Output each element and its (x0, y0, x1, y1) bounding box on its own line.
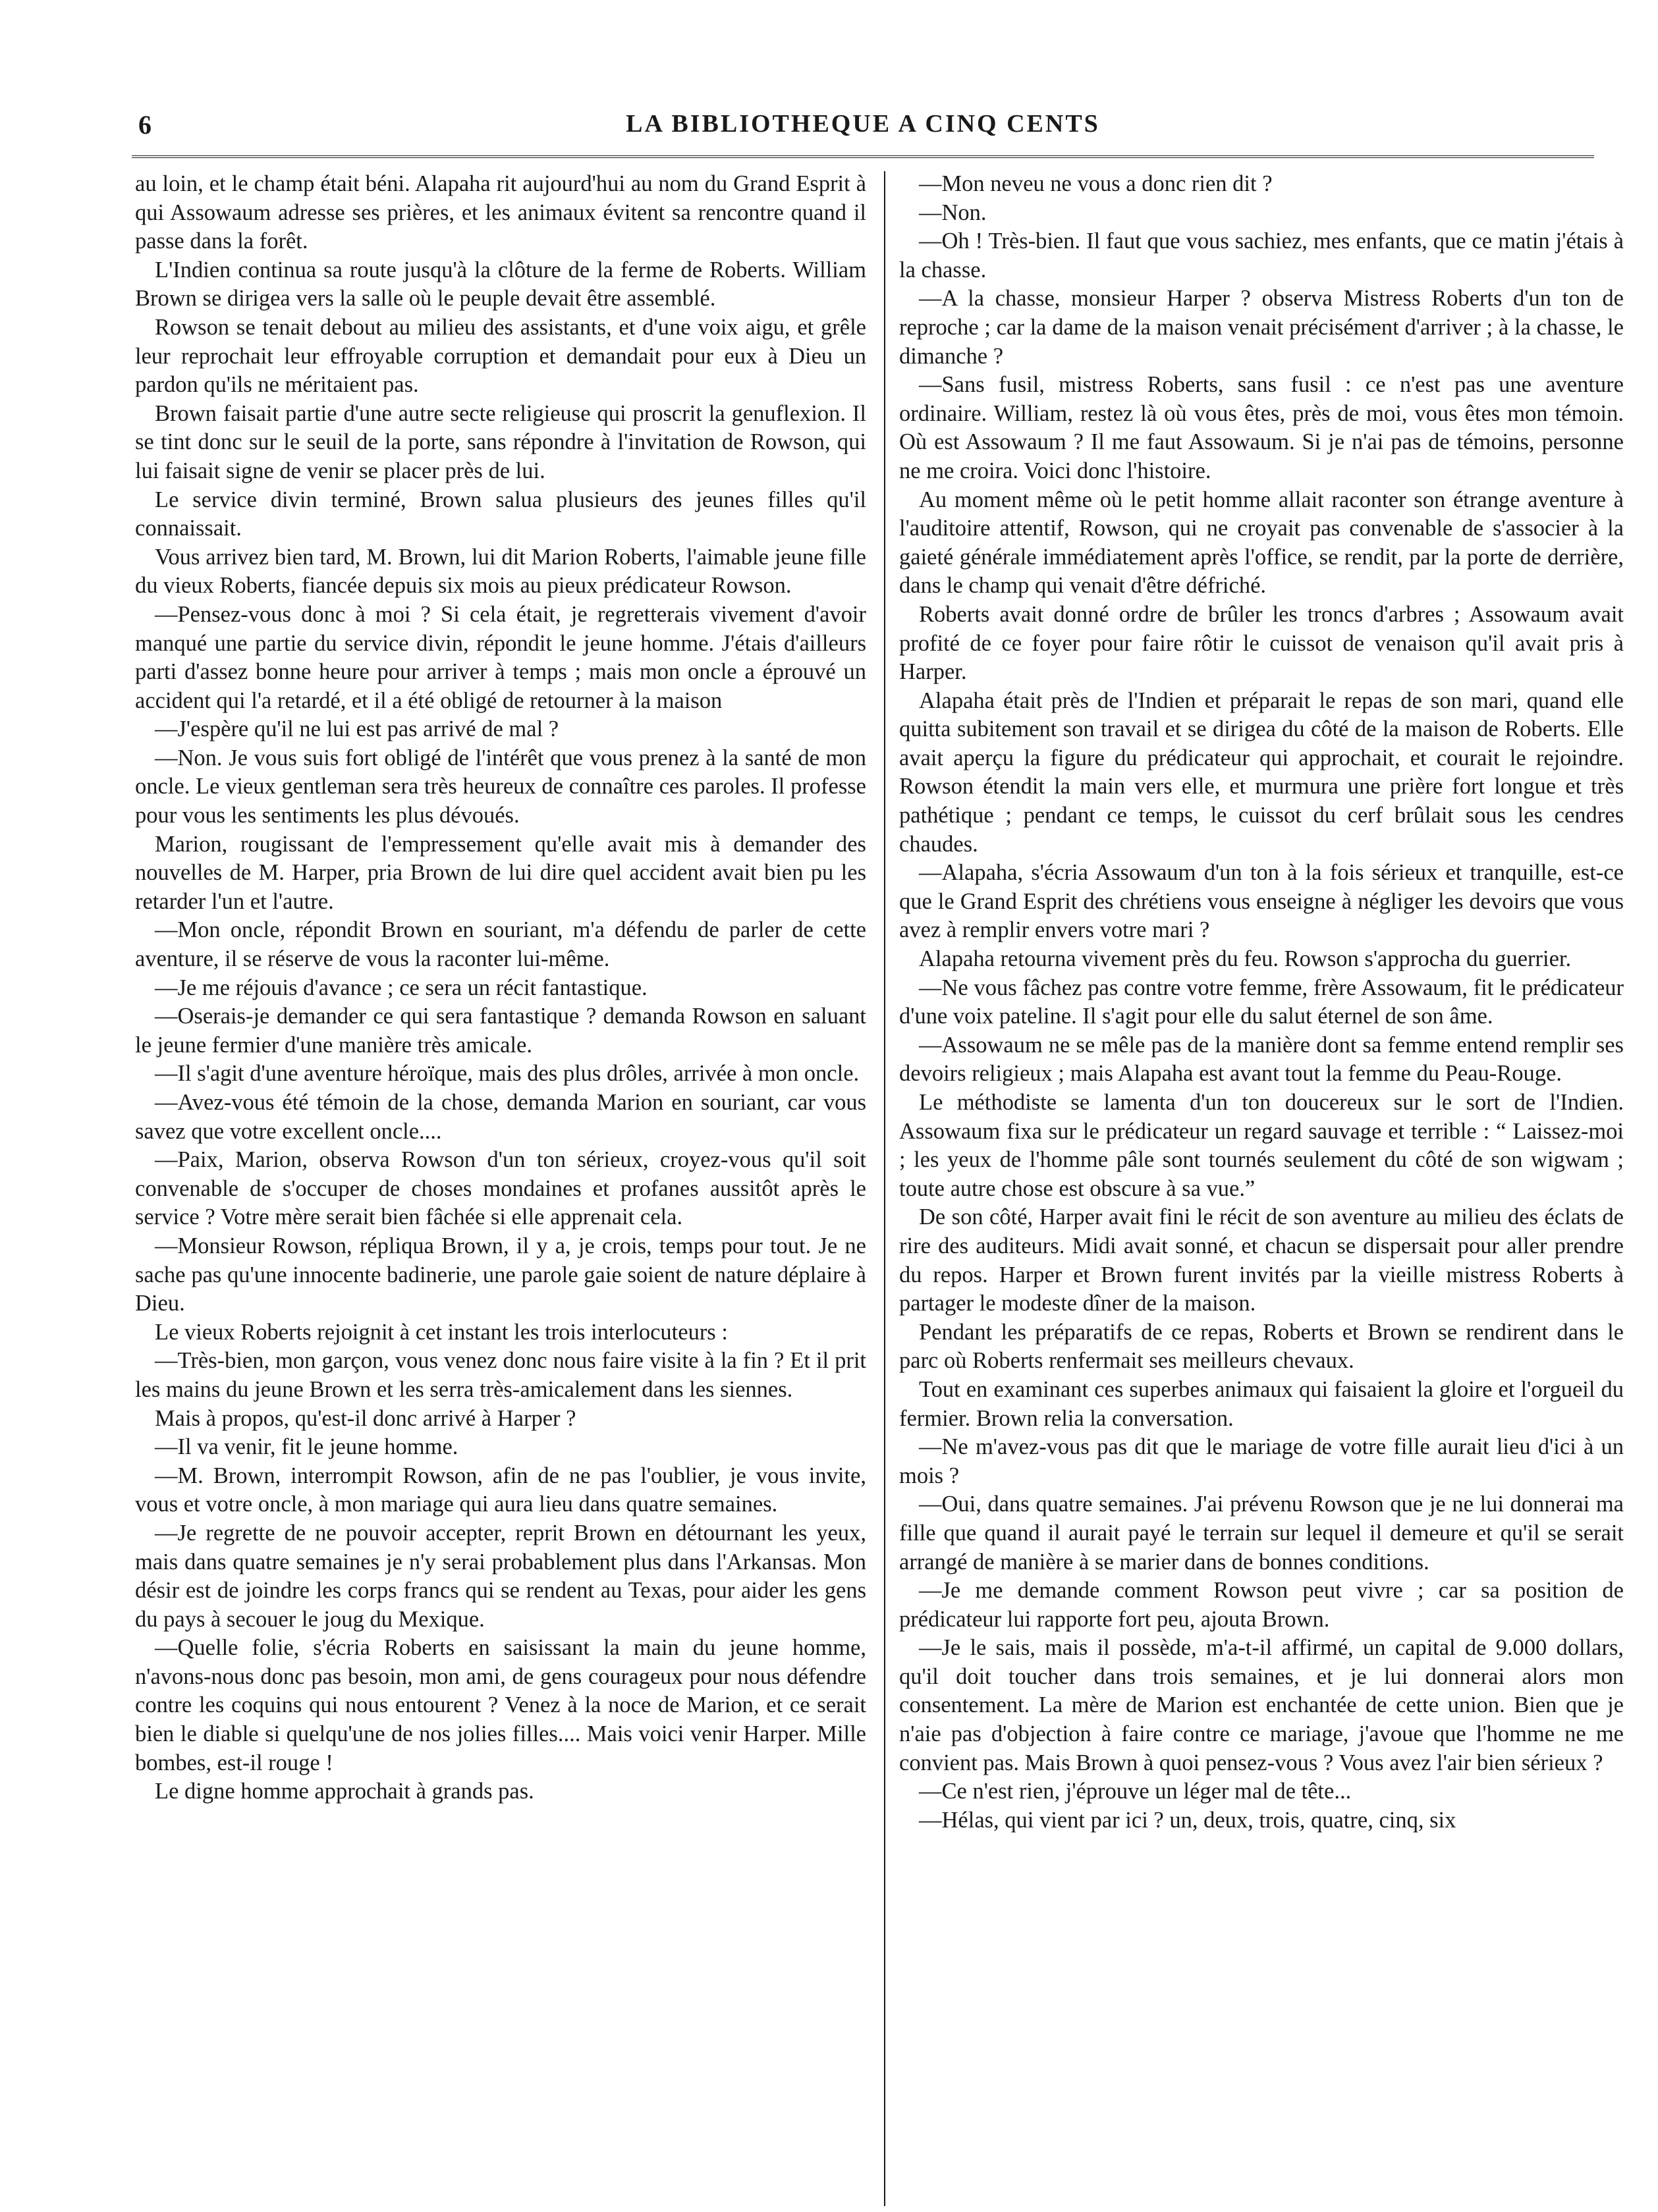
paragraph: De son côté, Harper avait fini le récit de son aventure au milieu des éclats de rire des auditeurs. Midi avait sonné, et chacun se dispersait pour aller prendre du repos. Harper et Brown furent invités par la vieille mistress Roberts à partager le modeste dîner de la maison. (899, 1204, 1624, 1316)
paragraph: —Mon neveu ne vous a donc rien dit ? (919, 171, 1273, 196)
paragraph: —Paix, Marion, observa Rowson d'un ton sérieux, croyez-vous qu'il soit convenable de s'occuper de choses mondaines et profanes aussitôt après le service ? Votre mère serait bien fâchée si elle apprenait cela. (135, 1147, 866, 1230)
paragraph: Rowson se tenait debout au milieu des assistants, et d'une voix aigu, et grêle leur reprochait leur effroyable corruption et demandait pour eux à Dieu un pardon qu'ils ne méritaient pas. (135, 314, 866, 398)
paragraph: —Il s'agit d'une aventure héroïque, mais des plus drôles, arrivée à mon oncle. (155, 1061, 860, 1087)
paragraph: —Ce n'est rien, j'éprouve un léger mal de tête... (919, 1779, 1352, 1804)
paragraph: —Je me demande comment Rowson peut vivre ; car sa position de prédicateur lui rapporte fort peu, ajouta Brown. (899, 1578, 1624, 1632)
paragraph: —Il va venir, fit le jeune homme. (155, 1434, 458, 1460)
column-divider (884, 171, 885, 2206)
paragraph: —Je regrette de ne pouvoir accepter, reprit Brown en détournant les yeux, mais dans quatre semaines je n'y serai probablement plus dans l'Arkansas. Mon désir est de joindre les corps francs qui se rendent au Texas, pour aider les gens du pays à secouer le joug du Mexique. (135, 1520, 866, 1632)
paragraph: —Monsieur Rowson, répliqua Brown, il y a, je crois, temps pour tout. Je ne sache pas qu'une innocente badinerie, une parole gaie soient de nature déplaire à Dieu. (135, 1233, 866, 1316)
paragraph: Le méthodiste se lamenta d'un ton doucereux sur le sort de l'Indien. Assowaum fixa sur le prédicateur un regard sauvage et terrible : “ Laissez-moi ; les yeux de l'homme pâle sont tournés seulement du côté de son wigwam ; toute autre chose est obscure à sa vue.” (899, 1090, 1624, 1201)
paragraph: —Hélas, qui vient par ici ? un, deux, trois, quatre, cinq, six (919, 1807, 1456, 1833)
paragraph: —Avez-vous été témoin de la chose, demanda Marion en souriant, car vous savez que votre excellent oncle.... (135, 1090, 866, 1144)
paragraph: Mais à propos, qu'est-il donc arrivé à Harper ? (155, 1405, 576, 1431)
paragraph: —M. Brown, interrompit Rowson, afin de ne pas l'oublier, je vous invite, vous et votre oncle, à mon mariage qui aura lieu dans quatre semaines. (135, 1463, 866, 1517)
paragraph: —Mon oncle, répondit Brown en souriant, m'a défendu de parler de cette aventure, il se réserve de vous la raconter lui-même. (135, 917, 866, 972)
paragraph: Roberts avait donné ordre de brûler les troncs d'arbres ; Assowaum avait profité de ce foyer pour faire rôtir le cuissot de venaison qu'il avait pris à Harper. (899, 601, 1624, 685)
paragraph: Alapaha retourna vivement près du feu. Rowson s'approcha du guerrier. (919, 946, 1572, 972)
paragraph: Au moment même où le petit homme allait raconter son étrange aventure à l'auditoire attentif, Rowson, qui ne croyait pas convenable de s'associer à la gaieté générale immédiatement après l'office, se rendit, par la porte de derrière, dans le champ qui venait d'être défriché. (899, 487, 1624, 599)
page-number: 6 (138, 110, 152, 140)
page-title: LA BIBLIOTHEQUE A CINQ CENTS (626, 110, 1100, 138)
paragraph: —Je me réjouis d'avance ; ce sera un récit fantastique. (155, 975, 648, 1000)
page-header (132, 109, 1594, 155)
paragraph: —Oserais-je demander ce qui sera fantastique ? demanda Rowson en saluant le jeune fermier d'une manière très amicale. (135, 1004, 866, 1058)
paragraph: —Oh ! Très-bien. Il faut que vous sachiez, mes enfants, que ce matin j'étais à la chasse. (899, 229, 1624, 283)
paragraph: —Oui, dans quatre semaines. J'ai prévenu Rowson que je ne lui donnerai ma fille que quand il aurait payé le terrain sur lequel il demeure et qu'il se serait arrangé de manière à se marier dans de bonnes conditions. (899, 1492, 1624, 1575)
paragraph: —Assowaum ne se mêle pas de la manière dont sa femme entend remplir ses devoirs religieux ; mais Alapaha est avant tout la femme du Peau-Rouge. (899, 1032, 1624, 1087)
paragraph: —Ne vous fâchez pas contre votre femme, frère Assowaum, fit le prédicateur d'une voix pateline. Il s'agit pour elle du salut éternel de son âme. (899, 975, 1624, 1029)
paragraph: —Quelle folie, s'écria Roberts en saisissant la main du jeune homme, n'avons-nous donc pas besoin, mon ami, de gens courageux pour nous défendre contre les coquins qui nous entourent ? Venez à la noce de Marion, et ce serait bien le diable si quelqu'une de nos jolies filles.... Mais voici venir Harper. Mille bombes, est-il rouge ! (135, 1635, 866, 1775)
paragraph: Le service divin terminé, Brown salua plusieurs des jeunes filles qu'il connaissait. (135, 487, 866, 541)
paragraph: —J'espère qu'il ne lui est pas arrivé de mal ? (155, 716, 559, 742)
header-rule (132, 155, 1594, 158)
paragraph: —Sans fusil, mistress Roberts, sans fusil : ce n'est pas une aventure ordinaire. William, restez là où vous êtes, près de moi, vous êtes mon témoin. Où est Assowaum ? Il me faut Assowaum. Si je n'ai pas de témoins, personne ne me croira. Voici donc l'histoire. (899, 372, 1624, 483)
paragraph: au loin, et le champ était béni. Alapaha rit aujourd'hui au nom du Grand Esprit à qui Assowaum adresse ses prières, et les animaux évitent sa rencontre quand il passe dans la forêt. (135, 171, 866, 254)
text-column-right (899, 170, 1624, 2198)
paragraph: Vous arrivez bien tard, M. Brown, lui dit Marion Roberts, l'aimable jeune fille du vieux Roberts, fiancée depuis six mois au pieux prédicateur Rowson. (135, 544, 866, 599)
paragraph: —A la chasse, monsieur Harper ? observa Mistress Roberts d'un ton de reproche ; car la dame de la maison venait précisément d'arriver ; à la chasse, le dimanche ? (899, 286, 1624, 369)
paragraph: Alapaha était près de l'Indien et préparait le repas de son mari, quand elle quitta subitement son travail et se dirigea du côté de la maison de Roberts. Elle avait aperçu la figure du prédicateur qui approchait, et courait le rejoindre. Rowson étendit la main vers elle, et murmura une prière fort longue et très pathétique ; pendant ce temps, le cuissot du cerf brûlait sous les cendres chaudes. (899, 688, 1624, 857)
paragraph: —Pensez-vous donc à moi ? Si cela était, je regretterais vivement d'avoir manqué une partie du service divin, répondit le jeune homme. J'étais d'ailleurs parti d'assez bonne heure pour arriver à temps ; mais mon oncle a éprouvé un accident qui l'a retardé, et il a été obligé de retourner à la maison (135, 601, 866, 713)
paragraph: Brown faisait partie d'une autre secte religieuse qui proscrit la genuflexion. Il se tint donc sur le seuil de la porte, sans répondre à l'invitation de Rowson, qui lui faisait signe de venir se placer près de lui. (135, 400, 866, 483)
paragraph: Pendant les préparatifs de ce repas, Roberts et Brown se rendirent dans le parc où Roberts renfermait ses meilleurs chevaux. (899, 1319, 1624, 1374)
paragraph: —Alapaha, s'écria Assowaum d'un ton à la fois sérieux et tranquille, est-ce que le Grand Esprit des chrétiens vous enseigne à négliger les devoirs que vous avez à remplir envers votre mari ? (899, 860, 1624, 943)
paragraph: Marion, rougissant de l'empressement qu'elle avait mis à demander des nouvelles de M. Harper, pria Brown de lui dire quel accident avait bien pu les retarder l'un et l'autre. (135, 831, 866, 914)
paragraph: Le vieux Roberts rejoignit à cet instant les trois interlocuteurs : (155, 1319, 728, 1345)
paragraph: —Je le sais, mais il possède, m'a-t-il affirmé, un capital de 9.000 dollars, qu'il doit toucher dans trois semaines, et je lui donnerai alors mon consentement. La mère de Marion est enchantée de cette union. Bien que je n'aie pas d'objection à faire contre ce mariage, j'avoue que l'homme ne me convient pas. Mais Brown à quoi pensez-vous ? Vous avez l'air bien sérieux ? (899, 1635, 1624, 1775)
paragraph: L'Indien continua sa route jusqu'à la clôture de la ferme de Roberts. William Brown se dirigea vers la salle où le peuple devait être assemblé. (135, 257, 866, 311)
paragraph: —Non. (919, 200, 987, 225)
paragraph: Le digne homme approchait à grands pas. (155, 1779, 534, 1804)
paragraph: —Très-bien, mon garçon, vous venez donc nous faire visite à la fin ? Et il prit les mains du jeune Brown et les serra très-amicalement dans les siennes. (135, 1348, 866, 1402)
text-column-left (135, 170, 866, 2198)
paragraph: —Ne m'avez-vous pas dit que le mariage de votre fille aurait lieu d'ici à un mois ? (899, 1434, 1624, 1488)
paragraph: —Non. Je vous suis fort obligé de l'intérêt que vous prenez à la santé de mon oncle. Le vieux gentleman sera très heureux de connaître ces paroles. Il professe pour vous les sentiments les plus dévoués. (135, 745, 866, 828)
paragraph: Tout en examinant ces superbes animaux qui faisaient la gloire et l'orgueil du fermier. Brown relia la conversation. (899, 1376, 1624, 1431)
